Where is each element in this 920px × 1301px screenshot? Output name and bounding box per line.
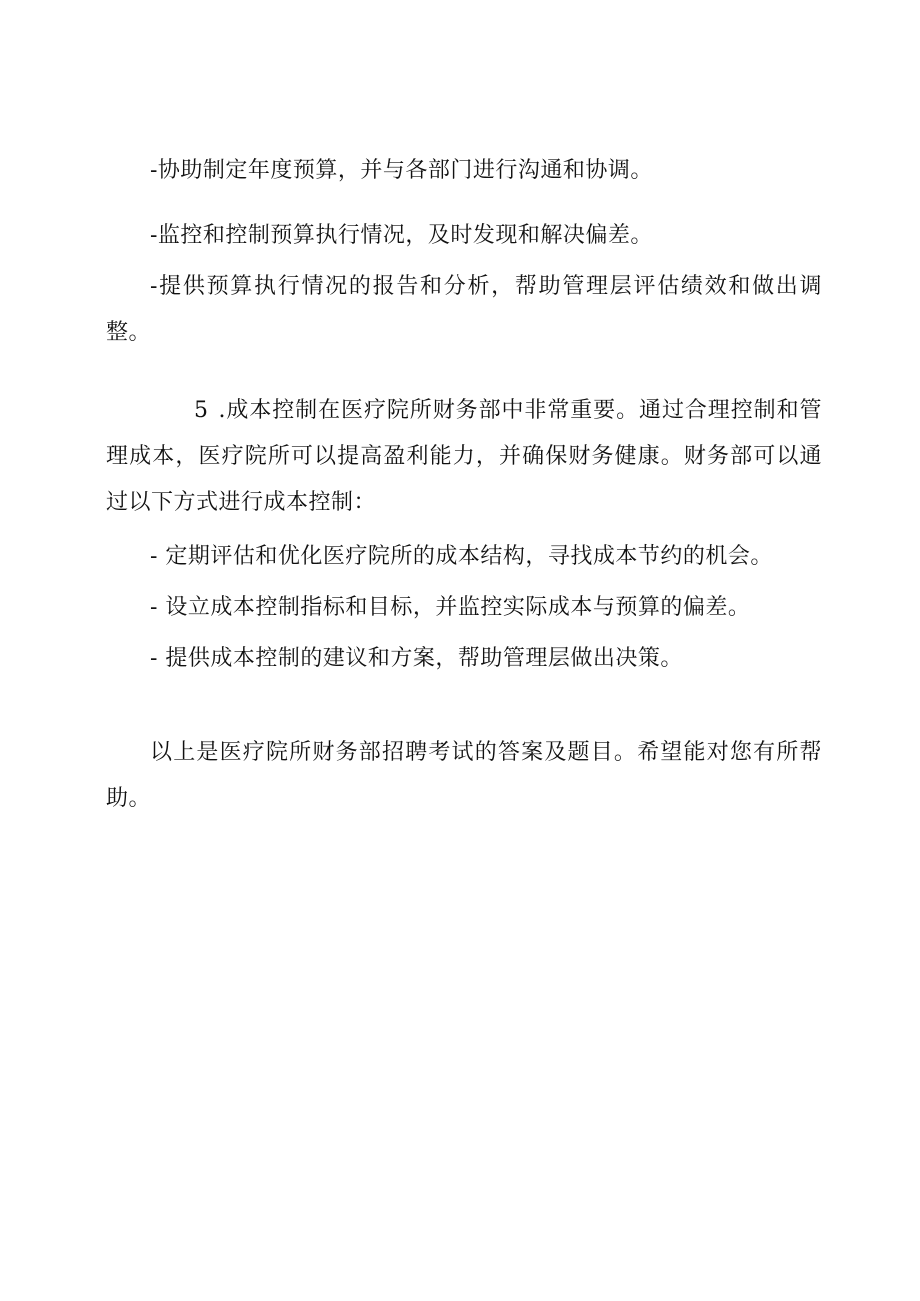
closing-paragraph: 以上是医疗院所财务部招聘考试的答案及题目。希望能对您有所帮助。 xyxy=(106,740,822,811)
budget-bullet: -监控和控制预算执行情况，及时发现和解决偏差。 xyxy=(150,223,653,248)
cost-bullet: - 设立成本控制指标和目标，并监控实际成本与预算的偏差。 xyxy=(150,595,751,620)
budget-bullet: -协助制定年度预算，并与各部门进行沟通和协调。 xyxy=(150,158,653,183)
section-5-paragraph xyxy=(106,388,822,526)
section-5-text: .成本控制在医疗院所财务部中非常重要。通过合理控制和管理成本，医疗院所可以提高盈利能力，并确保财务健康。财务部可以通过以下方式进行成本控制： xyxy=(106,398,822,515)
section-number: 5 xyxy=(194,398,209,423)
budget-bullet: -提供预算执行情况的报告和分析，帮助管理层评估绩效和做出调整。 xyxy=(106,274,822,345)
cost-bullet: - 定期评估和优化医疗院所的成本结构，寻找成本节约的机会。 xyxy=(150,544,773,569)
cost-bullet: - 提供成本控制的建议和方案，帮助管理层做出决策。 xyxy=(150,646,683,671)
